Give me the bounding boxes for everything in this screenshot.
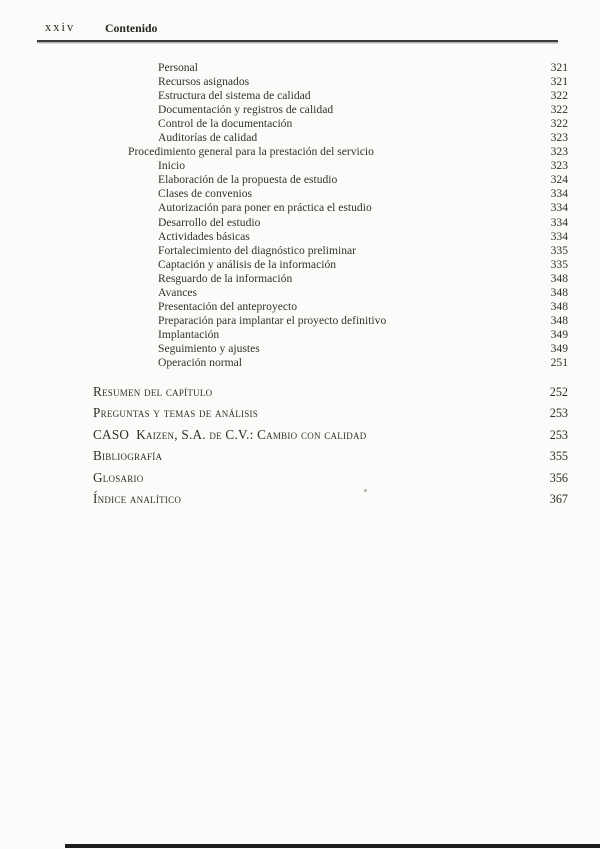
toc-entry-label: CASO Kaizen, S.A. de C.V.: Cambio con calidad: [93, 426, 367, 442]
toc-entry: [93, 427, 568, 448]
toc-entry: [93, 159, 568, 173]
toc-entry: [93, 448, 568, 469]
toc-entry-label: Documentación y registros de calidad: [158, 103, 334, 117]
toc-entry-label: Seguimiento y ajustes: [158, 341, 260, 355]
toc-entry-label: Personal: [158, 61, 198, 74]
toc-entry: [93, 173, 568, 187]
toc-entry-page-number: 348: [550, 299, 568, 313]
toc-entry-page-number: 334: [550, 201, 568, 215]
toc-entry-page-number: 335: [550, 257, 568, 271]
toc-entry: [93, 145, 568, 159]
scan-speck: [364, 489, 367, 492]
toc-entry: [93, 75, 568, 89]
toc-end-matter-list: [93, 384, 568, 512]
toc-entry-label: Elaboración de la propuesta de estudio: [158, 173, 338, 187]
toc-entry-label: Avances: [158, 285, 198, 299]
toc-entry-label: Bibliografía: [93, 448, 163, 464]
toc-entry: [93, 328, 568, 342]
toc-entry: [93, 300, 568, 314]
toc-main-list: [93, 61, 568, 370]
toc-entry: [93, 216, 568, 230]
toc-entry-page-number: 335: [550, 243, 568, 257]
toc-entry: [93, 230, 568, 244]
toc-entry-label: Inicio: [158, 159, 186, 173]
toc-entry-label: Presentación del anteproyecto: [158, 299, 298, 313]
toc-entry-page-number: 367: [549, 491, 568, 506]
running-head: Contenido: [105, 20, 158, 35]
toc-entry-page-number: 348: [550, 285, 568, 299]
toc-entry-page-number: 356: [549, 470, 568, 485]
toc-entry-label: Preparación para implantar el proyecto definitivo: [158, 313, 387, 327]
toc-entry: [93, 384, 568, 405]
toc-entry-page-number: 253: [549, 427, 568, 442]
toc-entry-label: Autorización para poner en práctica el estudio: [158, 201, 372, 215]
toc-entry: [93, 131, 568, 145]
toc-entry-page-number: 348: [550, 313, 568, 327]
toc-entry-page-number: 323: [550, 131, 568, 145]
toc-entry: [93, 103, 568, 117]
toc-entry-page-number: 321: [550, 61, 568, 74]
toc-entry-page-number: 323: [550, 159, 568, 173]
toc-entry: [93, 286, 568, 300]
toc-entry-label: Implantación: [158, 327, 220, 341]
toc-entry-page-number: 334: [550, 229, 568, 243]
toc-entry: [93, 356, 568, 370]
toc-entry: [93, 89, 568, 103]
toc-entry-label: Fortalecimiento del diagnóstico preliminar: [158, 243, 357, 257]
toc-entry-label: Auditorías de calidad: [158, 131, 258, 145]
toc-entry-page-number: 349: [550, 327, 568, 341]
page-folio: xxiv: [45, 20, 76, 34]
toc-entry: [93, 187, 568, 201]
toc-entry: [93, 470, 568, 491]
toc-entry-page-number: 334: [550, 215, 568, 229]
toc-entry-label: Actividades básicas: [158, 229, 250, 243]
toc-entry-page-number: 253: [549, 406, 568, 421]
toc-entry-page-number: 252: [549, 385, 568, 399]
toc-entry-label: Preguntas y temas de análisis: [93, 405, 259, 421]
toc-entry: [93, 258, 568, 272]
toc-entry-page-number: 323: [550, 145, 568, 159]
toc-entry: [93, 61, 568, 75]
toc-entry-label: Índice analítico: [93, 490, 182, 506]
toc-entry-page-number: 321: [550, 75, 568, 89]
toc-entry-label: Procedimiento general para la prestación del servicio: [128, 145, 374, 159]
toc-entry-label: Resguardo de la información: [158, 271, 293, 285]
toc-entry: [93, 342, 568, 356]
toc-entry-label: Clases de convenios: [158, 187, 253, 201]
toc-entry-page-number: 349: [550, 341, 568, 355]
toc-entry: [93, 405, 568, 426]
toc-entry: [93, 314, 568, 328]
toc-entry-page-number: 322: [550, 89, 568, 103]
toc-entry-label: Estructura del sistema de calidad: [158, 89, 311, 103]
toc-entry-label: Operación normal: [158, 355, 243, 369]
toc-entry-page-number: 322: [550, 117, 568, 131]
toc-entry: [93, 272, 568, 286]
toc-entry: [93, 201, 568, 215]
toc-entry: [93, 244, 568, 258]
toc-entry: [93, 491, 568, 512]
toc-entry-label: Desarrollo del estudio: [158, 215, 261, 229]
toc-entry-page-number: 348: [550, 271, 568, 285]
toc-entry: [93, 117, 568, 131]
toc-entry-page-number: 322: [550, 103, 568, 117]
toc-entry-label: Control de la documentación: [158, 117, 293, 131]
header-rule: [37, 40, 558, 42]
toc-entry-page-number: 324: [550, 173, 568, 187]
toc-entry-page-number: 251: [550, 355, 568, 369]
toc-entry-page-number: 355: [549, 449, 568, 464]
scan-edge-bar: [65, 844, 600, 848]
toc-entry-label: Captación y análisis de la información: [158, 257, 337, 271]
toc-entry-page-number: 334: [550, 187, 568, 201]
toc-entry-label: Glosario: [93, 469, 144, 485]
toc-entry-label: Resumen del capítulo: [93, 384, 213, 399]
toc-entry-label: Recursos asignados: [158, 75, 250, 89]
